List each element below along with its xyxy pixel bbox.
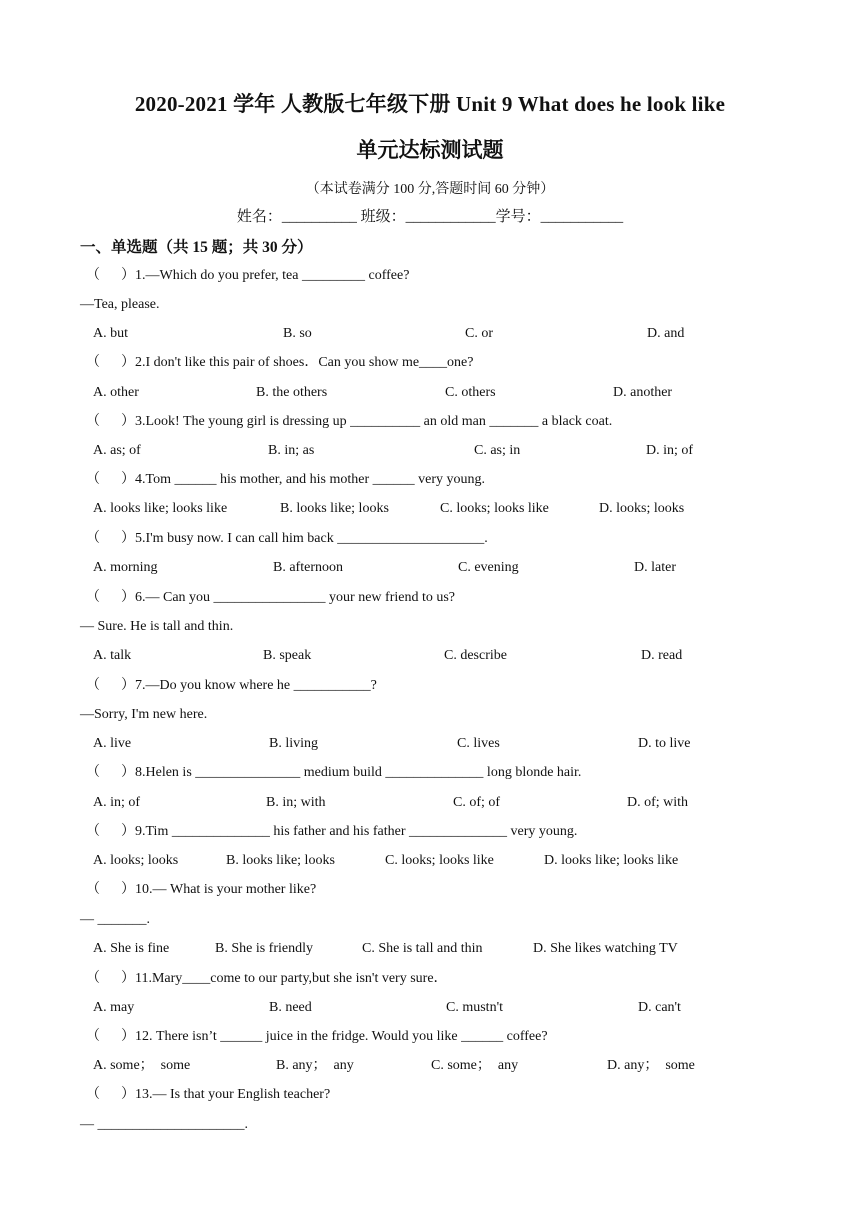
option-b: B. looks like; looks [280,501,389,516]
option-d: D. any； some [607,1058,695,1073]
option-a: A. looks; looks [93,853,179,868]
option-a: A. but [93,326,128,341]
option-a: A. She is fine [93,941,170,956]
question-stem: （ ）6.— Can you ________________ your new friend to us? [86,590,456,605]
option-a: A. talk [93,648,132,663]
option-a: A. as; of [93,443,141,458]
question-stem: （ ）10.— What is your mother like? [86,882,317,897]
section-title: 一、单选题（共 15 题；共 30 分） [80,239,313,256]
option-c: C. of; of [453,795,501,810]
option-a: A. some； some [93,1058,191,1073]
option-c: C. lives [457,736,500,751]
option-d: D. read [641,648,683,663]
option-b: B. She is friendly [215,941,313,956]
question-stem: （ ）2.I don't like this pair of shoes．Can you show me____one? [86,355,474,370]
question-stem: （ ）8.Helen is _______________ medium build ______________ long blonde hair. [86,765,582,780]
option-d: D. in; of [646,443,694,458]
question-dialogue: — _______. [80,912,150,927]
option-d: D. looks like; looks like [544,853,679,868]
option-d: D. and [647,326,685,341]
option-c: C. mustn't [446,1000,503,1015]
question-stem: （ ）7.—Do you know where he ___________? [86,678,377,693]
option-b: B. need [269,1000,312,1015]
option-c: C. looks; looks like [440,501,549,516]
exam-title-line2: 单元达标测试题 [356,138,504,162]
option-c: C. evening [458,560,519,575]
question-stem: （ ）3.Look! The young girl is dressing up __________ an old man _______ a black coat. [86,414,613,429]
option-d: D. another [613,385,673,400]
option-c: C. She is tall and thin [362,941,483,956]
option-d: D. She likes watching TV [533,941,678,956]
option-c: C. as; in [474,443,521,458]
question-dialogue: —Sorry, I'm new here. [80,707,208,722]
option-b: B. in; with [266,795,326,810]
option-a: A. other [93,385,139,400]
question-dialogue: — _____________________. [80,1117,248,1132]
student-info-line: 姓名：__________ 班级：____________学号：___________ [236,209,624,225]
option-d: D. can't [638,1000,681,1015]
option-a: A. looks like; looks like [93,501,228,516]
option-c: C. others [445,385,496,400]
option-b: B. speak [263,648,312,663]
question-dialogue: — Sure. He is tall and thin. [80,619,234,634]
option-c: C. some； any [431,1058,519,1073]
question-dialogue: —Tea, please. [80,297,160,312]
exam-title: 2020-2021 学年 人教版七年级下册 Unit 9 What does he look like [134,92,726,116]
option-b: B. in; as [268,443,315,458]
option-b: B. the others [256,385,328,400]
question-stem: （ ）13.— Is that your English teacher? [86,1087,331,1102]
option-d: D. of; with [627,795,689,810]
option-d: D. later [634,560,676,575]
option-c: C. or [465,326,493,341]
option-d: D. to live [638,736,691,751]
option-b: B. living [269,736,319,751]
option-a: A. morning [93,560,158,575]
option-c: C. looks; looks like [385,853,494,868]
exam-subtitle: （本试卷满分 100 分,答题时间 60 分钟） [305,182,555,197]
option-a: A. may [93,1000,135,1015]
option-c: C. describe [444,648,507,663]
option-a: A. live [93,736,132,751]
question-stem: （ ）1.—Which do you prefer, tea _________ coffee? [86,268,410,283]
question-stem: （ ）9.Tim ______________ his father and his father ______________ very young. [86,824,578,839]
option-b: B. afternoon [273,560,343,575]
option-d: D. looks; looks [599,501,685,516]
question-stem: （ ）4.Tom ______ his mother, and his mother ______ very young. [86,472,485,487]
question-stem: （ ）11.Mary____come to our party,but she isn't very sure． [86,971,448,986]
option-a: A. in; of [93,795,141,810]
option-b: B. looks like; looks [226,853,335,868]
option-b: B. any； any [276,1058,354,1073]
question-stem: （ ）12. There isn’t ______ juice in the fridge. Would you like ______ coffee? [86,1029,548,1044]
option-b: B. so [283,326,312,341]
question-stem: （ ）5.I'm busy now. I can call him back _____________________. [86,531,488,546]
